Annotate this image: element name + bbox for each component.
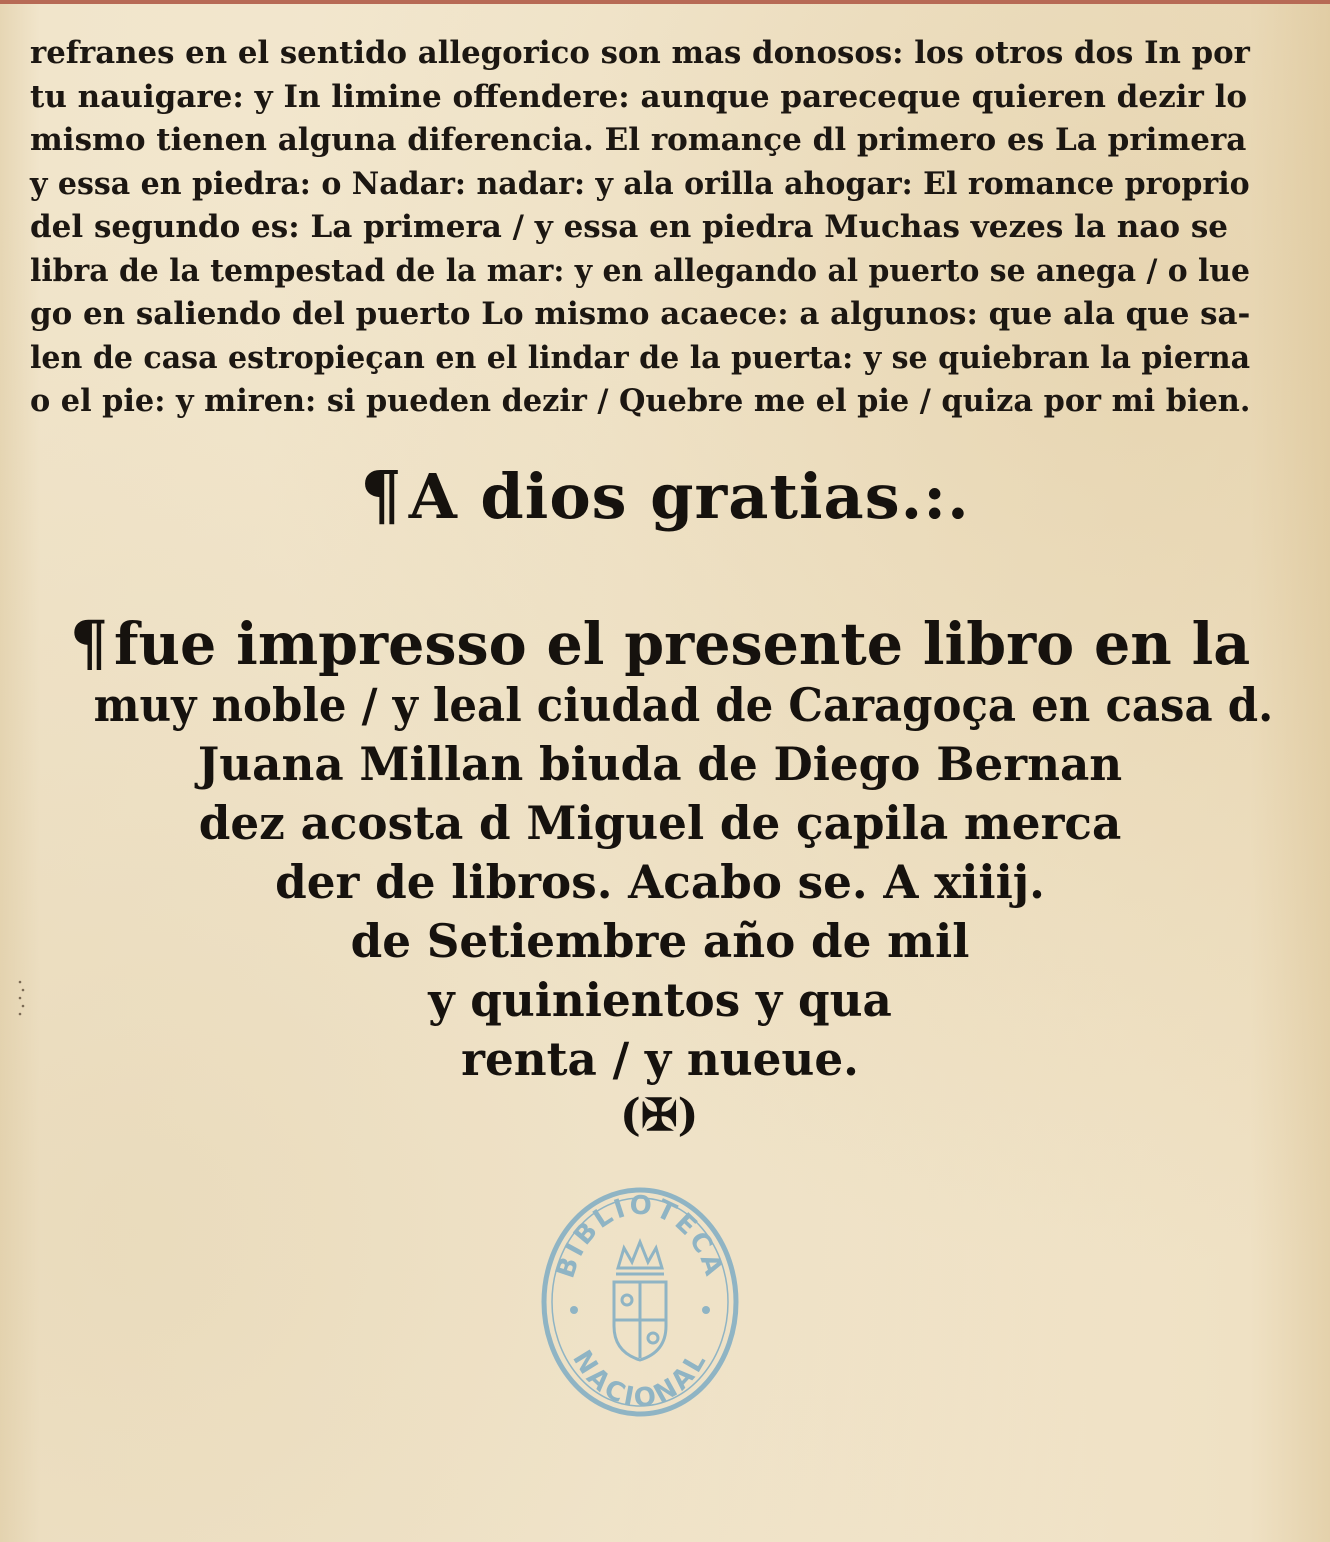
page-top-edge [0, 0, 1330, 4]
body-line: mismo tienen alguna diferencia. El romançe dl primero es La primera [30, 122, 1247, 158]
body-line: y essa en piedra: o Nadar: nadar: y ala orilla ahogar: El romance proprio [30, 165, 1250, 202]
cross-mark: (✠) [620, 1090, 699, 1141]
body-line: refranes en el sentido allegorico son mas donosos: los otros dos In por [30, 35, 1250, 71]
stamp-dot [702, 1306, 710, 1314]
body-line: libra de la tempestad de la mar: y en allegando al puerto se anega / o lue [30, 252, 1251, 289]
colophon-line [70, 608, 1251, 679]
closing-heading [0, 458, 1330, 534]
coat-of-arms-icon [614, 1282, 666, 1360]
stamp-bottom-text: NACIONAL [566, 1345, 714, 1415]
body-line: o el pie: y miren: si pueden dezir / Quebre me el pie / quiza por mi bien. [30, 383, 1251, 419]
colophon-line: renta / y nueue. [461, 1032, 859, 1086]
colophon-line: der de libros. Acabo se. A xiiij. [275, 855, 1045, 909]
body-line: del segundo es: La primera / y essa en piedra Muchas vezes la nao se [30, 209, 1229, 245]
body-text [30, 32, 1250, 424]
colophon [60, 608, 1274, 1089]
stamp-top-text: BIBLIOTECA [550, 1190, 730, 1282]
body-line: go en saliendo del puerto Lo mismo acaece: a algunos: que ala que sa- [30, 296, 1251, 332]
colophon-line: Juana Millan biuda de Diego Bernan [197, 737, 1123, 791]
colophon-line: de Setiembre año de mil [350, 914, 970, 968]
colophon-line-text: fue impresso el presente libro en la [114, 610, 1251, 678]
body-line: tu nauigare: y In limine offendere: aunque pareceque quieren dezir lo [30, 78, 1248, 115]
colophon-line: muy noble / y leal ciudad de Caragoça en casa d. [93, 678, 1274, 732]
pilcrow-icon: ¶ [70, 608, 109, 679]
colophon-line: y quinientos y qua [428, 973, 892, 1027]
stamp-dot [570, 1306, 578, 1314]
margin-dots [18, 978, 26, 1018]
crown-icon [616, 1242, 664, 1274]
pilcrow-icon: ¶ [360, 458, 403, 534]
body-line: len de casa estropieçan en el lindar de la puerta: y se quiebran la pierna [30, 339, 1251, 376]
library-stamp [540, 1186, 740, 1418]
heading-text: A dios gratias.:. [408, 460, 970, 533]
colophon-line: dez acosta d Miguel de çapila merca [198, 796, 1122, 850]
